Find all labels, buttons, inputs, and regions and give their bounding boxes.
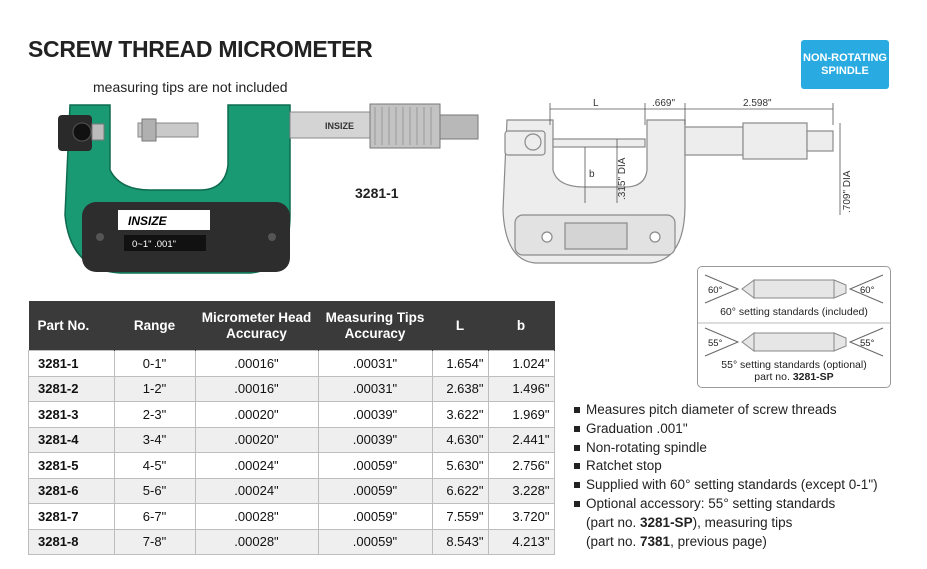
cell-range: 0-1" bbox=[114, 351, 195, 377]
dim-315: .315" DIA bbox=[617, 157, 628, 200]
feature-continuation bbox=[574, 514, 878, 533]
cell-range: 2-3" bbox=[114, 402, 195, 428]
cell-tips-accuracy: .00059" bbox=[318, 478, 432, 504]
cell-L: 5.630" bbox=[432, 453, 488, 479]
cont-part-number: 3281-SP bbox=[640, 514, 693, 530]
cell-b: 1.496" bbox=[488, 376, 554, 402]
cell-part-no: 3281-5 bbox=[29, 453, 115, 479]
cell-range: 3-4" bbox=[114, 427, 195, 453]
range-plate: 0~1" .001" bbox=[132, 239, 176, 250]
cell-b: 2.441" bbox=[488, 427, 554, 453]
feature-continuation bbox=[574, 533, 878, 552]
bullet-icon bbox=[574, 426, 580, 432]
feature-text: Supplied with 60° setting standards (except 0-1") bbox=[586, 477, 878, 493]
header-b bbox=[488, 301, 554, 351]
feature-text: Non-rotating spindle bbox=[586, 439, 707, 455]
cell-L: 3.622" bbox=[432, 402, 488, 428]
feature-text: Graduation .001" bbox=[586, 420, 688, 436]
non-rotating-spindle-badge bbox=[801, 40, 889, 89]
table-row bbox=[29, 504, 555, 530]
bullet-icon bbox=[574, 463, 580, 469]
cell-head-accuracy: .00020" bbox=[195, 427, 318, 453]
spec-table bbox=[28, 301, 555, 555]
feature-text: Ratchet stop bbox=[586, 458, 662, 474]
std60-right-angle: 60° bbox=[860, 285, 875, 296]
header-tips-accuracy-l1: Measuring Tips bbox=[325, 309, 425, 325]
cell-part-no: 3281-2 bbox=[29, 376, 115, 402]
feature-text: Measures pitch diameter of screw threads bbox=[586, 402, 837, 417]
cell-range: 6-7" bbox=[114, 504, 195, 530]
cell-L: 6.622" bbox=[432, 478, 488, 504]
std60-caption: 60° setting standards (included) bbox=[720, 306, 868, 318]
cell-L: 8.543" bbox=[432, 529, 488, 555]
feature-list bbox=[574, 401, 878, 551]
feature-item bbox=[574, 439, 878, 458]
cell-L: 2.638" bbox=[432, 376, 488, 402]
cell-tips-accuracy: .00031" bbox=[318, 351, 432, 377]
tips-note: measuring tips are not included bbox=[93, 79, 288, 95]
table-row bbox=[29, 478, 555, 504]
cell-b: 1.024" bbox=[488, 351, 554, 377]
header-tips-accuracy bbox=[318, 301, 432, 351]
header-head-accuracy-l1: Micrometer Head bbox=[201, 309, 312, 325]
cell-L: 4.630" bbox=[432, 427, 488, 453]
cell-tips-accuracy: .00059" bbox=[318, 529, 432, 555]
dim-2598: 2.598" bbox=[743, 98, 772, 109]
feature-item bbox=[574, 495, 878, 514]
page-title: SCREW THREAD MICROMETER bbox=[28, 36, 373, 62]
cell-tips-accuracy: .00039" bbox=[318, 402, 432, 428]
dim-669: .669" bbox=[652, 98, 676, 109]
header-head-accuracy bbox=[195, 301, 318, 351]
cell-part-no: 3281-4 bbox=[29, 427, 115, 453]
cell-range: 5-6" bbox=[114, 478, 195, 504]
cell-head-accuracy: .00016" bbox=[195, 376, 318, 402]
cell-L: 7.559" bbox=[432, 504, 488, 530]
bullet-icon bbox=[574, 482, 580, 488]
feature-item bbox=[574, 476, 878, 495]
cell-head-accuracy: .00028" bbox=[195, 504, 318, 530]
cell-b: 3.720" bbox=[488, 504, 554, 530]
std55-caption: 55° setting standards (optional) bbox=[721, 359, 867, 371]
cell-b: 1.969" bbox=[488, 402, 554, 428]
header-b-text: b bbox=[516, 317, 526, 333]
cell-range: 4-5" bbox=[114, 453, 195, 479]
cell-part-no: 3281-1 bbox=[29, 351, 115, 377]
feature-item bbox=[574, 401, 878, 420]
cell-range: 1-2" bbox=[114, 376, 195, 402]
header-range bbox=[114, 301, 195, 351]
dim-b: b bbox=[589, 169, 595, 180]
feature-item bbox=[574, 420, 878, 439]
cont-text: (part no. bbox=[586, 533, 641, 549]
std55-part-prefix: part no. bbox=[754, 371, 793, 383]
micrometer-photo bbox=[50, 95, 490, 280]
pad-brand: INSIZE bbox=[128, 214, 167, 228]
table-row bbox=[29, 351, 555, 377]
header-tips-accuracy-l2: Accuracy bbox=[344, 325, 406, 341]
std55-left-angle: 55° bbox=[708, 338, 723, 349]
table-row bbox=[29, 453, 555, 479]
header-L bbox=[432, 301, 488, 351]
cell-head-accuracy: .00020" bbox=[195, 402, 318, 428]
header-part-no-text: Part No. bbox=[37, 317, 90, 333]
table-row bbox=[29, 402, 555, 428]
thimble-brand: INSIZE bbox=[325, 121, 355, 131]
table-row bbox=[29, 376, 555, 402]
cell-head-accuracy: .00024" bbox=[195, 478, 318, 504]
cell-b: 2.756" bbox=[488, 453, 554, 479]
cell-b: 4.213" bbox=[488, 529, 554, 555]
cell-part-no: 3281-7 bbox=[29, 504, 115, 530]
bullet-icon bbox=[574, 445, 580, 451]
cell-tips-accuracy: .00059" bbox=[318, 504, 432, 530]
cell-part-no: 3281-8 bbox=[29, 529, 115, 555]
dim-L: L bbox=[593, 98, 599, 109]
badge-line-1: NON-ROTATING bbox=[803, 51, 887, 64]
cell-L: 1.654" bbox=[432, 351, 488, 377]
std55-part-number: 3281-SP bbox=[792, 371, 834, 383]
table-header-row bbox=[29, 301, 555, 351]
cell-head-accuracy: .00028" bbox=[195, 529, 318, 555]
header-range-text: Range bbox=[133, 317, 176, 333]
cell-part-no: 3281-6 bbox=[29, 478, 115, 504]
cell-part-no: 3281-3 bbox=[29, 402, 115, 428]
cell-b: 3.228" bbox=[488, 478, 554, 504]
feature-text: Optional accessory: 55° setting standards bbox=[586, 495, 836, 511]
std55-part bbox=[698, 371, 890, 383]
table-row bbox=[29, 529, 555, 555]
header-L-text: L bbox=[455, 317, 465, 333]
dim-709: .709" DIA bbox=[842, 170, 853, 213]
cont-text: (part no. bbox=[586, 514, 641, 530]
table-row bbox=[29, 427, 555, 453]
dimension-diagram bbox=[495, 95, 855, 270]
cont-text: , previous page) bbox=[670, 533, 767, 549]
cell-tips-accuracy: .00039" bbox=[318, 427, 432, 453]
feature-item bbox=[574, 457, 878, 476]
cont-text: ), measuring tips bbox=[692, 514, 793, 530]
cell-tips-accuracy: .00059" bbox=[318, 453, 432, 479]
setting-standards-box bbox=[697, 266, 891, 388]
header-part-no bbox=[29, 301, 115, 351]
cell-tips-accuracy: .00031" bbox=[318, 376, 432, 402]
std55-right-angle: 55° bbox=[860, 338, 875, 349]
model-label: 3281-1 bbox=[355, 185, 399, 201]
std60-left-angle: 60° bbox=[708, 285, 723, 296]
header-head-accuracy-l2: Accuracy bbox=[226, 325, 287, 341]
badge-line-2: SPINDLE bbox=[821, 64, 869, 77]
bullet-icon bbox=[574, 501, 580, 507]
cell-range: 7-8" bbox=[114, 529, 195, 555]
cont-part-number: 7381 bbox=[640, 533, 671, 549]
cell-head-accuracy: .00016" bbox=[195, 351, 318, 377]
cell-head-accuracy: .00024" bbox=[195, 453, 318, 479]
bullet-icon bbox=[574, 407, 580, 413]
